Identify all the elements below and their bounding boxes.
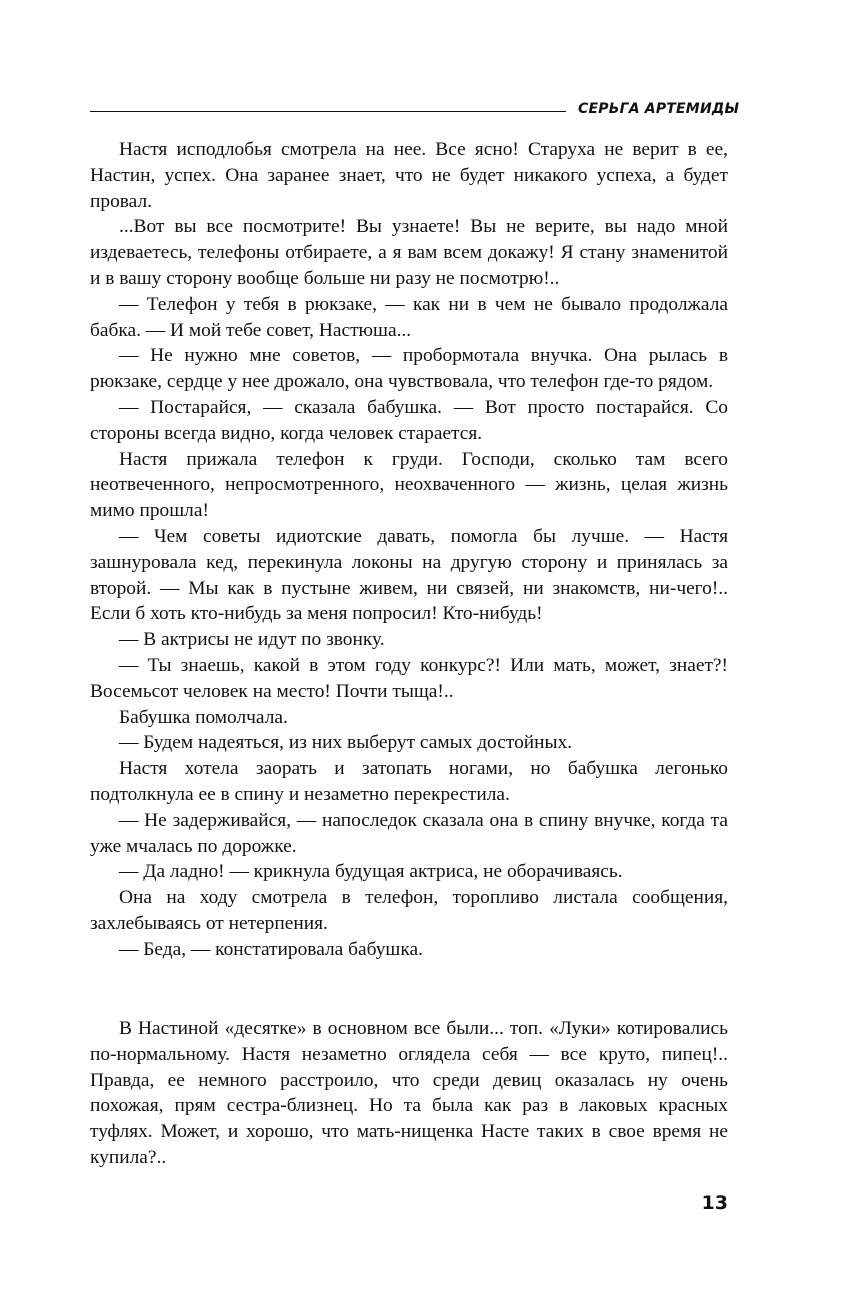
running-title: СЕРЬГА АРТЕМИДЫ xyxy=(578,101,740,117)
paragraph: — Чем советы идиотские давать, помогла бы лучше. — Настя зашнуровала кед, перекинула локоны на другую сторону и принялась за второй. — Мы как в пустыне живем, ни связей, ни знакомств, ни-чего!.. Если б хоть кто-нибудь за меня попросил! Кто-нибудь! xyxy=(90,525,728,625)
paragraph: — Телефон у тебя в рюкзаке, — как ни в чем не бывало продолжала бабка. — И мой тебе совет, Настюша... xyxy=(90,293,728,341)
paragraph: ...Вот вы все посмотрите! Вы узнаете! Вы не верите, вы надо мной издеваетесь, телефоны отбираете, а я вам всем докажу! Я стану знаменитой и в вашу сторону вообще больше ни разу не посмотрю!.. xyxy=(90,216,728,289)
paragraph: Она на ходу смотрела в телефон, торопливо листала сообщения, захлебываясь от нетерпения. xyxy=(90,887,728,934)
paragraph: — Беда, — констатировала бабушка. xyxy=(119,938,423,960)
paragraph: — Будем надеяться, из них выберут самых достойных. xyxy=(119,732,573,754)
paragraph: — Не задерживайся, — напоследок сказала она в спину внучке, когда та уже мчалась по дорожке. xyxy=(90,809,728,857)
header-rule xyxy=(90,111,566,112)
main-text xyxy=(90,137,728,963)
section-two-text xyxy=(90,1016,728,1171)
paragraph: Настя исподлобья смотрела на нее. Все ясно! Старуха не верит в ее, Настин, успех. Она заранее знает, что не будет никакого успеха, а будет провал. xyxy=(90,139,728,212)
paragraph: Бабушка помолчала. xyxy=(119,706,288,728)
paragraph: Настя хотела заорать и затопать ногами, но бабушка легонько подтолкнула ее в спину и незаметно перекрестила. xyxy=(90,758,728,805)
paragraph: — Постарайся, — сказала бабушка. — Вот просто постарайся. Со стороны всегда видно, когда человек старается. xyxy=(90,396,728,444)
paragraph: — Да ладно! — крикнула будущая актриса, не оборачиваясь. xyxy=(119,861,623,883)
page-number: 13 xyxy=(701,1192,728,1214)
paragraph: — В актрисы не идут по звонку. xyxy=(119,629,385,651)
paragraph: — Не нужно мне советов, — пробормотала внучка. Она рылась в рюкзаке, сердце у нее дрожало, она чувствовала, что телефон где-то рядом. xyxy=(90,345,728,393)
paragraph: Настя прижала телефон к груди. Господи, сколько там всего неотвеченного, непросмотренного, неохваченного — жизнь, целая жизнь мимо прошла! xyxy=(90,448,728,522)
paragraph: — Ты знаешь, какой в этом году конкурс?! Или мать, может, знает?! Восемьсот человек на место! Почти тыща!.. xyxy=(90,654,728,702)
paragraph: В Настиной «десятке» в основном все были... топ. «Луки» котировались по-нормальному. Настя незаметно оглядела себя — все круто, пипец!.. Правда, ее немного расстроило, что среди девиц оказалась ну очень похожая, прям сестра-близнец. Но та была как раз в лаковых красных туфлях. Может, и хорошо, что мать-нищенка Насте таких в свое время не купила?.. xyxy=(90,1018,728,1168)
